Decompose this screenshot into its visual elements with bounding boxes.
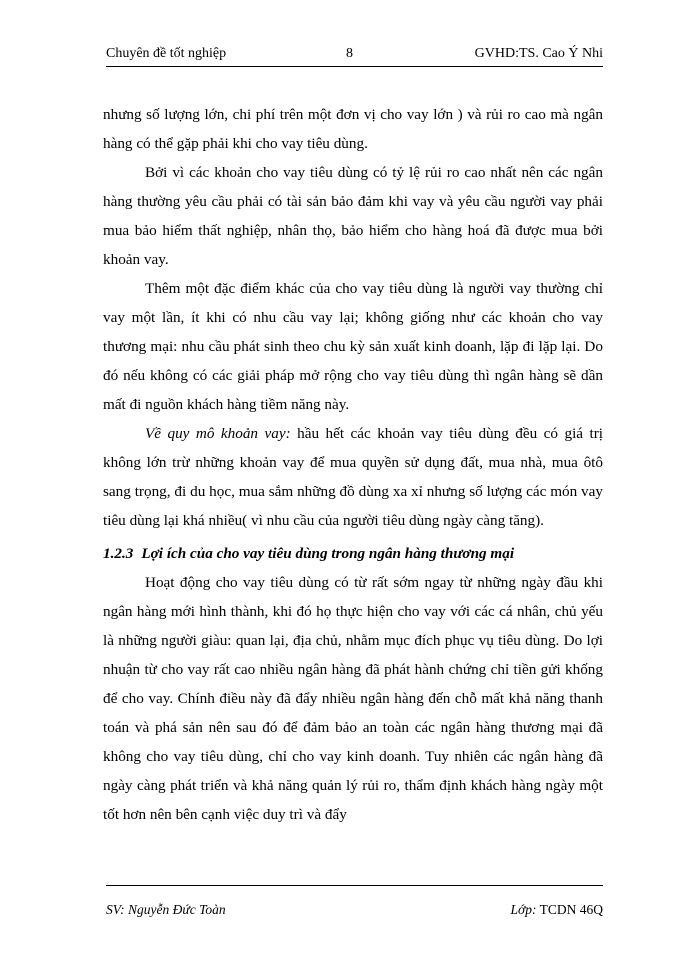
header-document-title: Chuyên đề tốt nghiệp — [106, 46, 227, 61]
section-title: Lợi ích của cho vay tiêu dùng trong ngân hàng thương mại — [141, 545, 515, 562]
paragraph-2: Bởi vì các khoản cho vay tiêu dùng có tỷ lệ rủi ro cao nhất nên các ngân hàng thường yêu cầu phải có tài sản bảo đảm khi vay và yêu cầu người vay phải mua bảo hiểm thất nghiệp, nhân thọ, bảo hiểm cho hàng hoá đã được mua bởi khoản vay. — [103, 164, 603, 268]
page-header — [106, 44, 603, 67]
footer-class-value: TCDN 46Q — [536, 902, 603, 917]
paragraph-4-text: hầu hết các khoản vay tiêu dùng đều có giá trị không lớn trừ những khoản vay để mua quyền sử dụng đất, mua nhà, mua ôtô sang trọng, đi du học, mua sắm những đồ dùng xa xỉ nhưng số lượng các món vay tiêu dùng lại khá nhiều( vì nhu cầu của người tiêu dùng ngày càng tăng). — [103, 425, 603, 529]
footer-student: SV: Nguyễn Đức Toàn — [106, 902, 226, 917]
footer-class — [511, 902, 603, 918]
section-heading — [103, 539, 603, 568]
header-page-number: 8 — [346, 46, 353, 61]
page-footer — [106, 885, 603, 917]
paragraph-5: Hoạt động cho vay tiêu dùng có từ rất sớm ngay từ những ngày đầu khi ngân hàng mới hình thành, khi đó họ thực hiện cho vay với các cá nhân, chủ yếu là những người giàu: quan lại, địa chủ, nhằm mục đích phục vụ tiêu dùng. Do lợi nhuận từ cho vay rất cao nhiều ngân hàng đã phát hành chứng chỉ tiền gửi khống để cho vay. Chính điều này đã đẩy nhiều ngân hàng đến chỗ mất khả năng thanh toán và phá sản nên sau đó để đảm bảo an toàn các ngân hàng thương mại đã không cho vay tiêu dùng, chỉ cho vay kinh doanh. Tuy nhiên các ngân hàng đã ngày càng phát triển và khả năng quản lý rủi ro, thẩm định khách hàng ngày một tốt hơn nên bên cạnh việc duy trì và đẩy — [103, 574, 603, 823]
paragraph-1: nhưng số lượng lớn, chi phí trên một đơn vị cho vay lớn ) và rủi ro cao mà ngân hàng có thể gặp phải khi cho vay tiêu dùng. — [103, 106, 603, 152]
footer-class-label: Lớp: — [510, 902, 537, 917]
page-body — [103, 100, 603, 829]
section-number: 1.2.3 — [103, 545, 134, 562]
paragraph-3: Thêm một đặc điểm khác của cho vay tiêu dùng là người vay thường chỉ vay một lần, ít khi có nhu cầu vay lại; không giống như các khoản cho vay thương mại: nhu cầu phát sinh theo chu kỳ sản xuất kinh doanh, lặp đi lặp lại. Do đó nếu không có các giải pháp mở rộng cho vay tiêu dùng thì ngân hàng sẽ dần mất đi nguồn khách hàng tiềm năng này. — [103, 280, 603, 413]
paragraph-4-lead: Về quy mô khoản vay: — [145, 425, 291, 442]
paragraph-4 — [103, 419, 603, 535]
header-advisor: GVHD:TS. Cao Ý Nhi — [474, 46, 603, 61]
